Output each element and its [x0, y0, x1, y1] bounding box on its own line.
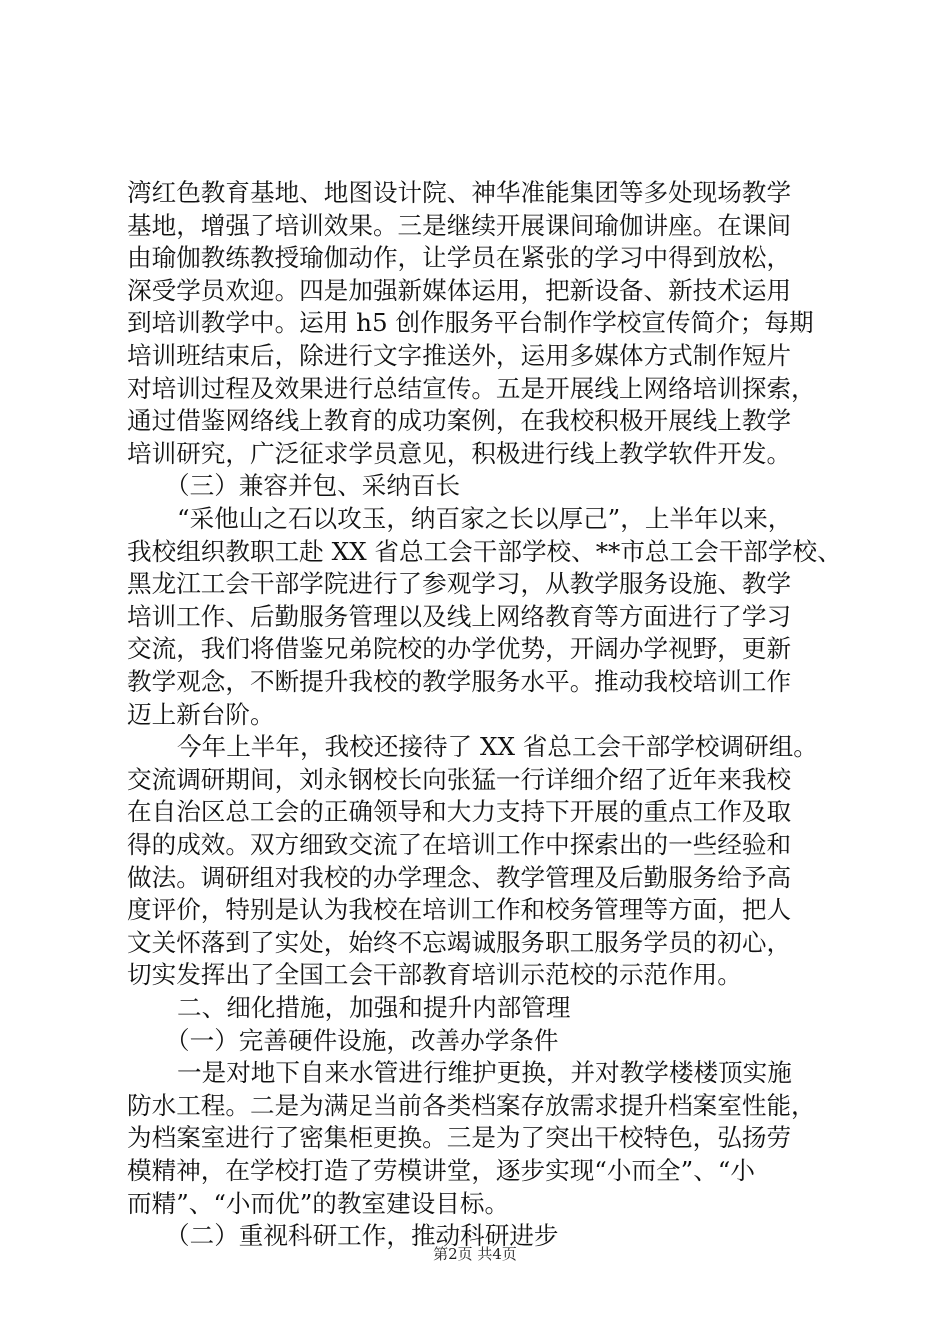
- text-line: 切实发挥出了全国工会干部教育培训示范校的示范作用。: [127, 960, 742, 990]
- text-line: 黑龙江工会干部学院进行了参观学习，从教学服务设施、教学: [127, 569, 792, 599]
- text-line: 迈上新台阶。: [127, 699, 275, 729]
- text-line: 得的成效。双方细致交流了在培训工作中探索出的一些经验和: [127, 830, 792, 859]
- text-line: （三）兼容并包、采纳百长: [165, 471, 461, 501]
- text-line: 我校组织教职工赴 XX 省总工会干部学校、**市总工会干部学校、: [127, 536, 842, 566]
- text-line: （二）重视科研工作，推动科研进步: [165, 1221, 559, 1251]
- page-footer: 第2页 共4页: [433, 1245, 517, 1263]
- text-line: 做法。调研组对我校的办学理念、教学管理及后勤服务给予高: [127, 862, 792, 892]
- text-line: “采他山之石以攻玉，纳百家之长以厚己”，上半年以来，: [177, 504, 793, 533]
- text-line: 对培训过程及效果进行总结宣传。五是开展线上网络培训探索，: [127, 373, 816, 403]
- text-line: 度评价，特别是认为我校在培训工作和校务管理等方面，把人: [127, 895, 792, 925]
- text-line: 深受学员欢迎。四是加强新媒体运用，把新设备、新技术运用: [127, 275, 792, 305]
- text-line: 培训工作、后勤服务管理以及线上网络教育等方面进行了学习: [127, 601, 792, 631]
- text-line: 交流，我们将借鉴兄弟院校的办学优势，开阔办学视野，更新: [127, 634, 792, 664]
- text-line: 而精”、“小而优”的教室建设目标。: [127, 1188, 510, 1218]
- text-line: 防水工程。二是为满足当前各类档案存放需求提升档案室性能，: [127, 1090, 816, 1120]
- text-line: 培训研究，广泛征求学员意见，积极进行线上教学软件开发。: [127, 438, 792, 468]
- text-line: 在自治区总工会的正确领导和大力支持下开展的重点工作及取: [127, 797, 792, 827]
- text-line: 文关怀落到了实处，始终不忘竭诚服务职工服务学员的初心，: [127, 927, 792, 957]
- text-line: 今年上半年，我校还接待了 XX 省总工会干部学校调研组。: [177, 732, 818, 762]
- text-line: 到培训教学中。运用 h5 创作服务平台制作学校宣传简介；每期: [127, 308, 814, 338]
- text-line: 教学观念，不断提升我校的教学服务水平。推动我校培训工作: [127, 667, 792, 696]
- text-line: （一）完善硬件设施，改善办学条件: [165, 1025, 559, 1055]
- text-line: 一是对地下自来水管进行维护更换，并对教学楼楼顶实施: [177, 1058, 792, 1088]
- text-line: 培训班结束后，除进行文字推送外，运用多媒体方式制作短片: [127, 341, 792, 370]
- text-line: 二、细化措施，加强和提升内部管理: [177, 993, 571, 1022]
- text-line: 湾红色教育基地、地图设计院、神华准能集团等多处现场教学: [127, 178, 792, 207]
- text-line: 模精神，在学校打造了劳模讲堂，逐步实现“小而全”、“小: [127, 1156, 755, 1185]
- text-line: 基地，增强了培训效果。三是继续开展课间瑜伽讲座。在课间: [127, 210, 792, 240]
- text-line: 交流调研期间，刘永钢校长向张猛一行详细介绍了近年来我校: [127, 764, 792, 794]
- text-line: 由瑜伽教练教授瑜伽动作，让学员在紧张的学习中得到放松，: [127, 243, 792, 273]
- text-line: 通过借鉴网络线上教育的成功案例，在我校积极开展线上教学: [127, 406, 792, 436]
- text-line: 为档案室进行了密集柜更换。三是为了突出干校特色，弘扬劳: [127, 1123, 792, 1153]
